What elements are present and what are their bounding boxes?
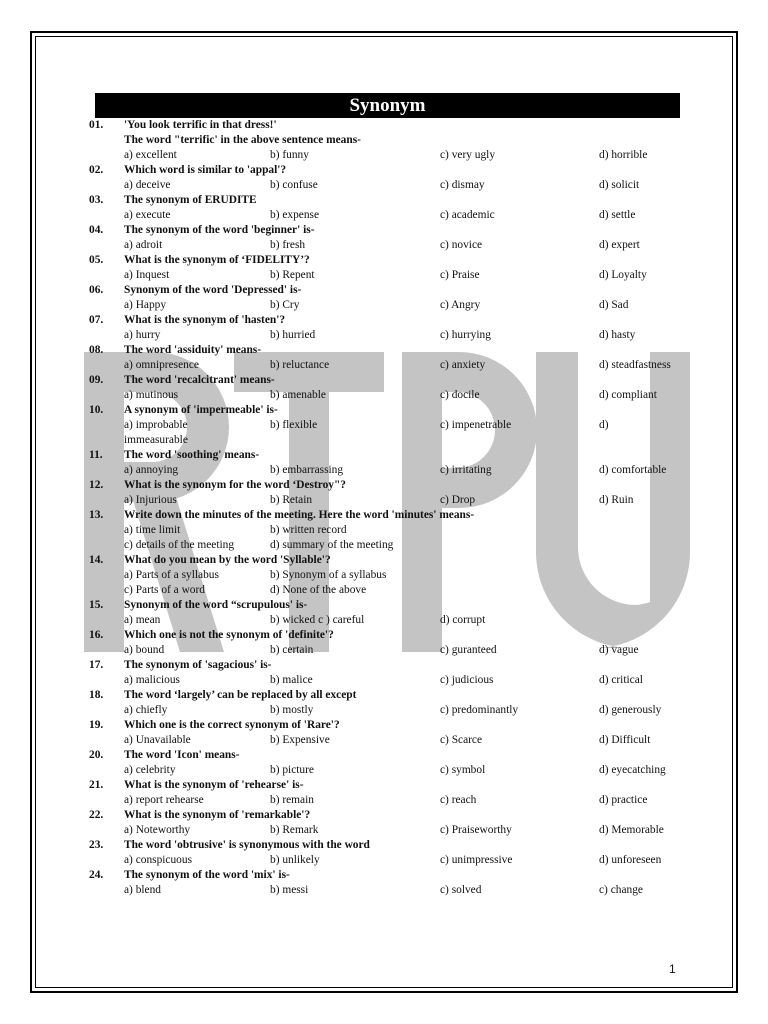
answer-option: b) written record: [270, 524, 347, 536]
answer-option: c) change: [599, 884, 643, 896]
options-row: [89, 268, 689, 283]
question-stem-row: [89, 223, 689, 238]
question-item: [89, 598, 689, 628]
question-stem-row: [89, 448, 689, 463]
answer-option: c) details of the meeting: [124, 539, 235, 551]
question-item: [89, 628, 689, 658]
options-row: [89, 328, 689, 343]
answer-option: c) predominantly: [440, 704, 519, 716]
options-row: [89, 853, 689, 868]
answer-option: a) execute: [124, 209, 171, 221]
question-text: What is the synonym of 'hasten'?: [124, 314, 286, 326]
answer-option: c) unimpressive: [440, 854, 513, 866]
question-stem-row: [89, 658, 689, 673]
question-item: [89, 253, 689, 283]
answer-option: b) certain: [270, 644, 314, 656]
question-stem-row: [89, 598, 689, 613]
question-text: What do you mean by the word 'Syllable'?: [124, 554, 331, 566]
options-row: [89, 823, 689, 838]
answer-option: a) Unavailable: [124, 734, 191, 746]
options-row: [89, 358, 689, 373]
answer-option: d): [599, 419, 609, 431]
options-row: [89, 583, 689, 598]
answer-option: c) very ugly: [440, 149, 496, 161]
answer-option: a) mean: [124, 614, 161, 626]
answer-option: d) Difficult: [599, 734, 651, 746]
question-text: The word 'soothing' means-: [124, 449, 260, 461]
question-item: [89, 748, 689, 778]
answer-option: a) chiefly: [124, 704, 168, 716]
answer-option: c) Praiseworthy: [440, 824, 512, 836]
answer-option: c) guranteed: [440, 644, 497, 656]
question-text: Synonym of the word 'Depressed' is-: [124, 284, 302, 296]
question-text: Write down the minutes of the meeting. Here the word 'minutes' means-: [124, 509, 475, 521]
answer-option: d) steadfastness: [599, 359, 671, 371]
answer-option: d) Loyalty: [599, 269, 647, 281]
answer-option: c) judicious: [440, 674, 494, 686]
question-text: What is the synonym of ‘FIDELITY’?: [124, 254, 310, 266]
question-number: 07.: [89, 314, 104, 326]
question-text: What is the synonym of 'remarkable'?: [124, 809, 311, 821]
answer-option: d) vague: [599, 644, 639, 656]
answer-option: b) Expensive: [270, 734, 330, 746]
answer-option: d) corrupt: [440, 614, 486, 626]
answer-option: c) symbol: [440, 764, 486, 776]
answer-option: immeasurable: [124, 434, 188, 446]
question-number: 15.: [89, 599, 104, 611]
answer-option: d) settle: [599, 209, 636, 221]
question-stem-row: [89, 163, 689, 178]
question-item: [89, 478, 689, 508]
question-stem-row: [89, 253, 689, 268]
question-stem-row: [89, 193, 689, 208]
answer-option: b) unlikely: [270, 854, 320, 866]
options-row: [89, 643, 689, 658]
question-stem-row: [89, 478, 689, 493]
answer-option: d) unforeseen: [599, 854, 662, 866]
answer-option: c) Scarce: [440, 734, 483, 746]
question-number: 23.: [89, 839, 104, 851]
question-number: 04.: [89, 224, 104, 236]
answer-option: c) dismay: [440, 179, 485, 191]
options-row: [89, 568, 689, 583]
question-stem-row: [89, 838, 689, 853]
options-row: [89, 238, 689, 253]
answer-option: a) Parts of a syllabus: [124, 569, 219, 581]
answer-option: d) practice: [599, 794, 648, 806]
answer-option: a) omnipresence: [124, 359, 199, 371]
options-row: [89, 298, 689, 313]
question-number: 05.: [89, 254, 104, 266]
answer-option: b) expense: [270, 209, 320, 221]
question-item: [89, 118, 689, 163]
question-number: 17.: [89, 659, 104, 671]
question-item: [89, 403, 689, 448]
question-text: A synonym of 'impermeable' is-: [124, 404, 278, 416]
question-number: 01.: [89, 119, 104, 131]
answer-option: b) flexible: [270, 419, 318, 431]
answer-option: b) hurried: [270, 329, 316, 341]
options-row: [89, 523, 689, 538]
question-item: [89, 778, 689, 808]
question-item: [89, 343, 689, 373]
question-item: [89, 373, 689, 403]
question-stem-row: [89, 718, 689, 733]
options-row: [89, 733, 689, 748]
question-text: The word "terrific' in the above sentence means-: [124, 134, 361, 146]
question-stem-row: [89, 628, 689, 643]
question-stem-row: [89, 343, 689, 358]
question-stem-row: [89, 748, 689, 763]
question-item: [89, 283, 689, 313]
question-item: [89, 223, 689, 253]
question-number: 18.: [89, 689, 104, 701]
answer-option: d) solicit: [599, 179, 640, 191]
answer-option: d) Memorable: [599, 824, 664, 836]
question-number: 09.: [89, 374, 104, 386]
answer-option: d) comfortable: [599, 464, 667, 476]
question-stem-row: [89, 403, 689, 418]
answer-option: a) annoying: [124, 464, 179, 476]
question-text: The word 'assiduity' means-: [124, 344, 262, 356]
question-stem-row: [89, 283, 689, 298]
question-item: [89, 688, 689, 718]
question-item: [89, 868, 689, 898]
answer-option: c) Angry: [440, 299, 481, 311]
answer-option: c) Praise: [440, 269, 480, 281]
answer-option: d) expert: [599, 239, 640, 251]
question-stem-row: [89, 553, 689, 568]
answer-option: a) blend: [124, 884, 162, 896]
answer-option: a) improbable: [124, 419, 188, 431]
question-stem-row: [89, 373, 689, 388]
question-stem-row: [89, 313, 689, 328]
answer-option: d) summary of the meeting: [270, 539, 394, 551]
question-item: [89, 313, 689, 343]
answer-option: b) mostly: [270, 704, 314, 716]
question-number: 22.: [89, 809, 104, 821]
question-text: 'You look terrific in that dress!': [124, 119, 277, 131]
answer-option: a) Noteworthy: [124, 824, 191, 836]
answer-option: c) Parts of a word: [124, 584, 205, 596]
answer-option: b) picture: [270, 764, 314, 776]
answer-option: b) Retain: [270, 494, 313, 506]
answer-option: a) conspicuous: [124, 854, 193, 866]
question-text: The word 'recalcitrant' means-: [124, 374, 275, 386]
question-number: 12.: [89, 479, 104, 491]
answer-option: a) excellent: [124, 149, 177, 161]
question-item: [89, 163, 689, 193]
answer-option: c) academic: [440, 209, 495, 221]
question-stem-row: [89, 118, 689, 133]
question-stem-row: [89, 808, 689, 823]
answer-option: a) hurry: [124, 329, 161, 341]
answer-option: a) Happy: [124, 299, 167, 311]
question-number: 20.: [89, 749, 104, 761]
answer-option: a) adroit: [124, 239, 163, 251]
answer-option: d) generously: [599, 704, 662, 716]
answer-option: d) critical: [599, 674, 643, 686]
question-text: Which one is not the synonym of 'definite'?: [124, 629, 334, 641]
question-number: 19.: [89, 719, 104, 731]
question-text: The synonym of the word 'beginner' is-: [124, 224, 315, 236]
question-text: The synonym of the word 'mix' is-: [124, 869, 290, 881]
answer-option: b) amenable: [270, 389, 326, 401]
answer-option: b) wicked c ) careful: [270, 614, 365, 626]
question-text: What is the synonym of 'rehearse' is-: [124, 779, 304, 791]
question-number: 10.: [89, 404, 104, 416]
answer-option: c) Drop: [440, 494, 476, 506]
answer-option: b) fresh: [270, 239, 306, 251]
options-row: [89, 208, 689, 223]
options-row: [89, 388, 689, 403]
question-number: 14.: [89, 554, 104, 566]
question-item: [89, 718, 689, 748]
answer-option: d) None of the above: [270, 584, 367, 596]
question-text: Which one is the correct synonym of 'Rare'?: [124, 719, 340, 731]
answer-option: b) Repent: [270, 269, 315, 281]
question-text: Synonym of the word “scrupulous' is-: [124, 599, 308, 611]
question-number: 24.: [89, 869, 104, 881]
answer-option: a) celebrity: [124, 764, 176, 776]
question-number: 03.: [89, 194, 104, 206]
question-stem-row: [89, 868, 689, 883]
question-item: [89, 658, 689, 688]
page-number: 1: [669, 962, 676, 976]
answer-option: b) remain: [270, 794, 314, 806]
answer-option: a) Inquest: [124, 269, 170, 281]
answer-option: d) eyecatching: [599, 764, 666, 776]
answer-option: c) novice: [440, 239, 483, 251]
question-item: [89, 508, 689, 553]
question-text: The word 'Icon' means-: [124, 749, 240, 761]
answer-option: a) bound: [124, 644, 165, 656]
options-row: [89, 883, 689, 898]
question-number: 11.: [89, 449, 103, 461]
question-text: The synonym of ERUDITE: [124, 194, 257, 206]
question-item: [89, 838, 689, 868]
question-number: 08.: [89, 344, 104, 356]
answer-option: d) hasty: [599, 329, 636, 341]
answer-option: d) compliant: [599, 389, 657, 401]
answer-option: c) reach: [440, 794, 477, 806]
question-text: The word ‘largely’ can be replaced by all except: [124, 689, 357, 701]
question-number: 02.: [89, 164, 104, 176]
options-row: [89, 538, 689, 553]
answer-option: c) docile: [440, 389, 480, 401]
answer-option: c) hurrying: [440, 329, 491, 341]
options-row: [89, 613, 689, 628]
question-number: 16.: [89, 629, 104, 641]
question-text: The word 'obtrusive' is synonymous with the word: [124, 839, 370, 851]
answer-option: b) reluctance: [270, 359, 330, 371]
answer-option: c) irritating: [440, 464, 492, 476]
answer-option: b) malice: [270, 674, 313, 686]
answer-option: a) mutinous: [124, 389, 179, 401]
question-stem-row: [89, 133, 689, 148]
options-row: [89, 673, 689, 688]
options-row: [89, 763, 689, 778]
options-row: [89, 148, 689, 163]
question-text: What is the synonym for the word ‘Destroy"?: [124, 479, 347, 491]
answer-option: b) Synonym of a syllabus: [270, 569, 387, 581]
options-row: [89, 178, 689, 193]
answer-option: b) embarrassing: [270, 464, 344, 476]
section-title: Synonym: [95, 93, 680, 118]
question-stem-row: [89, 688, 689, 703]
question-number: 21.: [89, 779, 104, 791]
answer-option: a) report rehearse: [124, 794, 204, 806]
answer-option: b) Remark: [270, 824, 319, 836]
question-text: Which word is similar to 'appal'?: [124, 164, 287, 176]
answer-option: c) anxiety: [440, 359, 486, 371]
options-row: [89, 418, 689, 433]
answer-option: b) Cry: [270, 299, 300, 311]
question-item: [89, 553, 689, 598]
options-row: [89, 493, 689, 508]
answer-option: d) Sad: [599, 299, 629, 311]
options-row: [89, 703, 689, 718]
question-number: 06.: [89, 284, 104, 296]
answer-option: d) Ruin: [599, 494, 634, 506]
answer-option: b) messi: [270, 884, 309, 896]
answer-option: a) time limit: [124, 524, 181, 536]
question-stem-row: [89, 778, 689, 793]
question-item: [89, 193, 689, 223]
question-list: [89, 118, 689, 898]
question-stem-row: [89, 508, 689, 523]
answer-option: a) Injurious: [124, 494, 177, 506]
question-item: [89, 808, 689, 838]
answer-option: d) horrible: [599, 149, 648, 161]
options-row: [89, 793, 689, 808]
question-item: [89, 448, 689, 478]
question-number: 13.: [89, 509, 104, 521]
options-row: [89, 433, 689, 448]
answer-option: a) deceive: [124, 179, 171, 191]
answer-option: c) solved: [440, 884, 482, 896]
options-row: [89, 463, 689, 478]
answer-option: b) confuse: [270, 179, 318, 191]
answer-option: b) funny: [270, 149, 309, 161]
answer-option: a) malicious: [124, 674, 180, 686]
answer-option: c) impenetrable: [440, 419, 512, 431]
question-text: The synonym of 'sagacious' is-: [124, 659, 272, 671]
